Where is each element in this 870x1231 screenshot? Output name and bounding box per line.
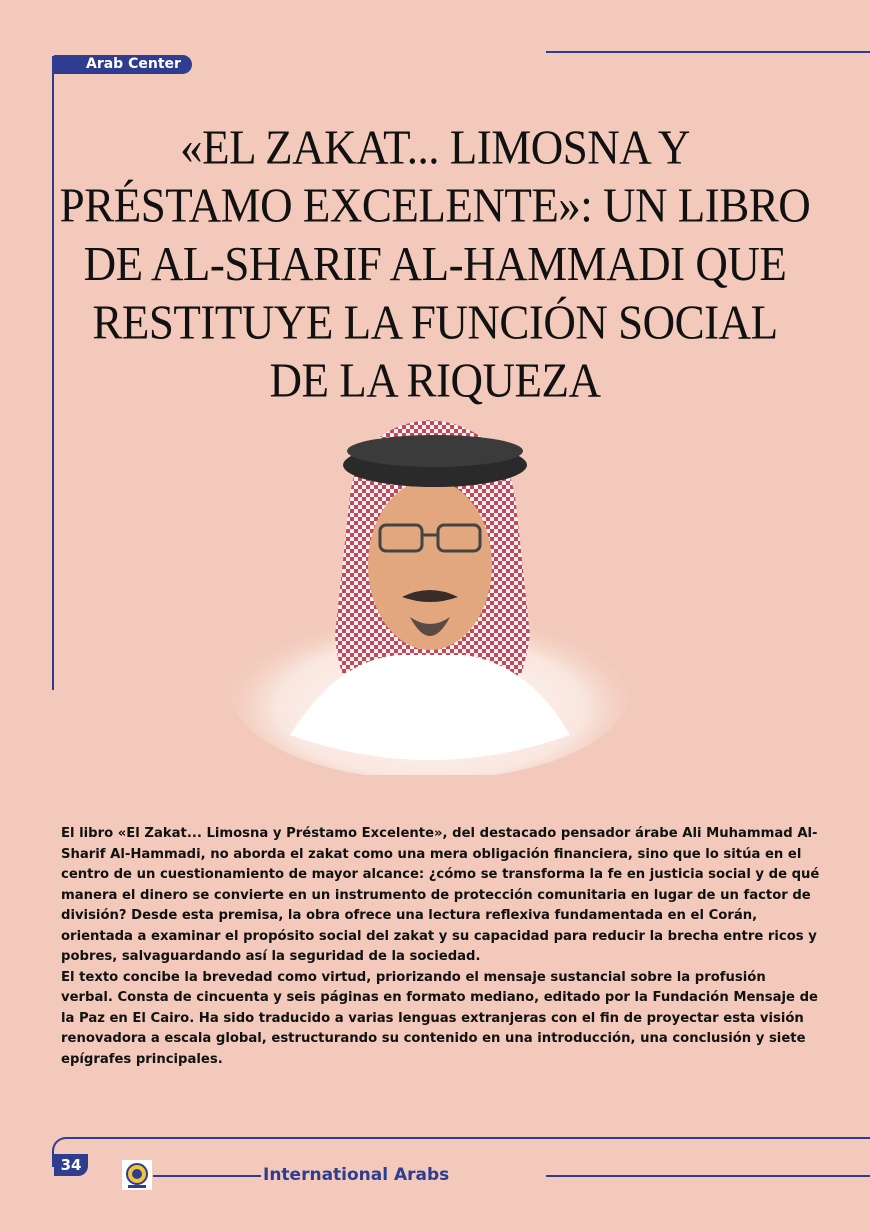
title-line: DE LA RIQUEZA — [269, 353, 601, 408]
magazine-name: International Arabs — [263, 1165, 450, 1185]
paragraph: El texto concibe la brevedad como virtud, priorizando el mensaje sustancial sobre la profusión verbal. Consta de cincuenta y seis páginas en formato mediano, editado por la Fundación Mensaje de la Paz en El Cairo. Ha sido traducido a varias lenguas extranjeras con el fin de proyectar esta visión renovadora a escala global, estructurando su contenido en una introducción, una conclusión y siete epígrafes principales. — [61, 969, 818, 1067]
title-line: «EL ZAKAT... LIMOSNA Y — [180, 120, 690, 175]
title-line: DE AL-SHARIF AL-HAMMADI QUE — [83, 236, 787, 291]
article-title — [40, 118, 830, 410]
title-line: PRÉSTAMO EXCELENTE»: UN LIBRO — [59, 178, 811, 233]
article-body — [61, 824, 821, 1070]
footer-line-left — [153, 1175, 261, 1177]
footer-line-right — [546, 1175, 870, 1177]
frame-line-top-right — [546, 51, 870, 53]
author-portrait — [230, 405, 630, 775]
paragraph: El libro «El Zakat... Limosna y Préstamo Excelente», del destacado pensador árabe Ali Muhammad Al-Sharif Al-Hammadi, no aborda el zakat como una mera obligación financiera, sino que lo sitúa en el centro de un cuestionamiento de mayor alcance: ¿cómo se transforma la fe en justicia social y de qué manera el dinero se convierte en un instrumento de protección comunitaria en lugar de un factor de división? Desde esta premisa, la obra ofrece una lectura reflexiva fundamentada en el Corán, orientada a examinar el propósito social del zakat y su capacidad para reducir la brecha entre ricos y pobres, salvaguardando así la seguridad de la sociedad. — [61, 826, 820, 964]
title-line: RESTITUYE LA FUNCIÓN SOCIAL — [92, 295, 778, 350]
footer-frame-line — [52, 1137, 870, 1167]
page-number: 34 — [54, 1154, 88, 1176]
magazine-logo-icon — [122, 1160, 152, 1190]
section-tag: Arab Center — [54, 55, 192, 74]
